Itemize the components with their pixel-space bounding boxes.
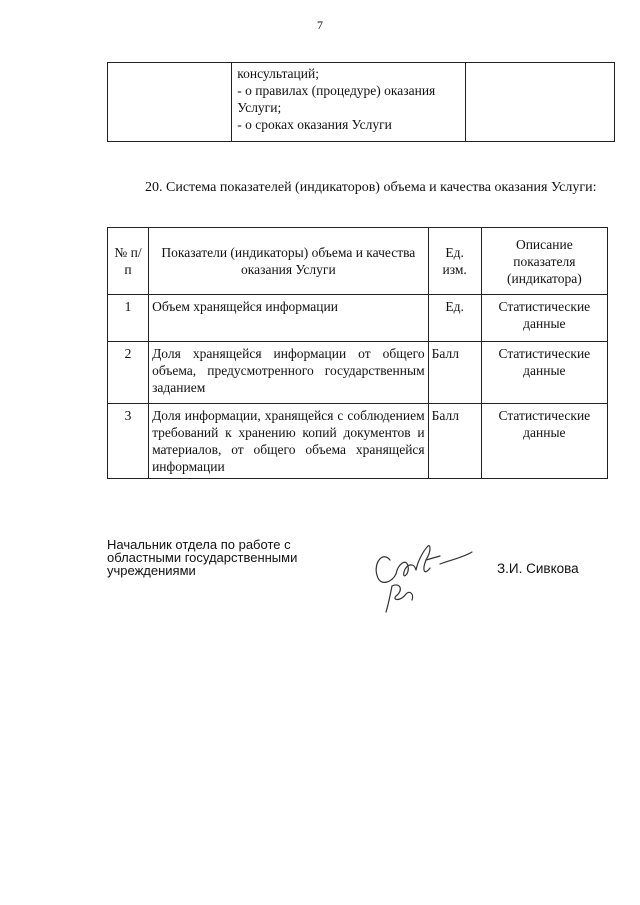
section-text: 20. Система показателей (индикаторов) объема и качества оказания Услуги: (145, 180, 597, 195)
cell-num: 1 (108, 295, 149, 342)
signer-title-line: областными государственными (107, 550, 298, 565)
cell-description: Статистические данные (481, 342, 607, 404)
page-number: 7 (317, 18, 323, 32)
cell-unit: Балл (428, 404, 481, 479)
signer-title-line: Начальник отдела по работе с (107, 537, 291, 552)
table-row (108, 63, 615, 142)
table-row (108, 404, 608, 479)
cell-description: Статистические данные (481, 295, 607, 342)
cell-indicator: Доля хранящейся информации от общего объема, предусмотренного государственным заданием (149, 342, 429, 404)
header-description: Описание показателя (индикатора) (481, 228, 607, 295)
handwritten-signature (370, 520, 480, 620)
indicators-table (107, 227, 608, 479)
cell-num: 2 (108, 342, 149, 404)
list-item: Услуги; (237, 100, 282, 115)
cell-description: Статистические данные (481, 404, 607, 479)
continuation-table (107, 62, 615, 142)
header-unit: Ед. изм. (428, 228, 481, 295)
cell-unit: Ед. (428, 295, 481, 342)
cell-indicator: Доля информации, хранящейся с соблюдением требований к хранению копий документов и материалов, от общего объема хранящейся информации (149, 404, 429, 479)
list-item: - о сроках оказания Услуги (237, 117, 392, 132)
cell-unit: Балл (428, 342, 481, 404)
header-indicator: Показатели (индикаторы) объема и качества оказания Услуги (149, 228, 429, 295)
signer-name: З.И. Сивкова (497, 561, 579, 576)
table-cell-empty (108, 63, 232, 142)
list-item: консультаций; (237, 66, 319, 81)
cell-num: 3 (108, 404, 149, 479)
signer-title-line: учреждениями (107, 563, 196, 578)
header-num: № п/п (108, 228, 149, 295)
table-cell-empty (466, 63, 615, 142)
list-item: - о правилах (процедуре) оказания (237, 83, 436, 98)
table-header-row (108, 228, 608, 295)
table-cell-consultation-topics (232, 63, 466, 142)
table-row (108, 342, 608, 404)
table-row (108, 295, 608, 342)
section-paragraph (107, 178, 615, 197)
signer-title (107, 538, 297, 577)
cell-indicator: Объем хранящейся информации (149, 295, 429, 342)
